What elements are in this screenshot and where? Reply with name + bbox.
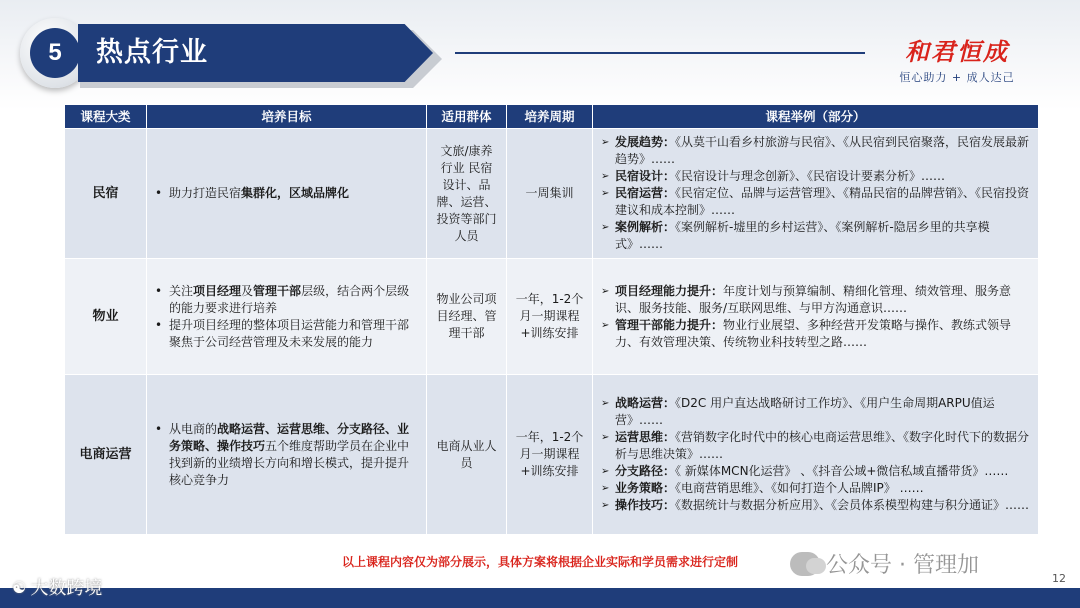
arrow-icon: ➢: [601, 222, 610, 233]
brand-slogan: 恒心助力 + 成人达己: [899, 71, 1015, 84]
example-item: ➢ 民宿设计：《民宿设计与理念创新》、《民宿设计要素分析》……: [601, 169, 946, 183]
watermark-text: 公众号 · 管理加: [826, 553, 979, 578]
section-number: 5: [30, 28, 80, 78]
arrow-icon: ➢: [601, 285, 610, 297]
column-header: 课程大类: [65, 105, 147, 129]
table-row: [65, 375, 1039, 535]
arrow-icon: ➢: [601, 319, 610, 331]
example-item: ➢ 案例解析：《案例解析-墟里的乡村运营》、《案例解析-隐居乡里的共享模式》……: [601, 220, 990, 251]
goal-item: • 助力打造民宿集群化，区域品牌化: [155, 186, 350, 200]
table-row: [65, 129, 1039, 259]
example-item: ➢ 项目经理能力提升：年度计划与预算编制、精细化管理、绩效管理、服务意识、服务技能、服务/互联网思维、与甲方沟通意识……: [601, 283, 1012, 315]
arrow-icon: ➢: [601, 483, 610, 494]
column-header: 培养目标: [147, 105, 427, 129]
example-item: ➢ 民宿运营：《民宿定位、品牌与运营管理》、《精品民宿的品牌营销》、《民宿投资建议和成本控制》……: [601, 186, 1030, 217]
brand-logo: [882, 32, 1032, 85]
example-item: ➢ 分支路径：《 新媒体MCN化运营》 、《抖音公域+微信私域直播带货》……: [601, 464, 1009, 478]
period-cell: 一周集训: [507, 129, 593, 259]
period-cell: 一年，1-2个月一期课程+训练安排: [507, 375, 593, 535]
audience-cell: 文旅/康养行业 民宿设计、品牌、运营、投资等部门人员: [427, 129, 507, 259]
goal-cell: [147, 259, 427, 375]
category-cell: 民宿: [65, 129, 147, 259]
arrow-icon: ➢: [601, 466, 610, 477]
title-divider: [455, 52, 865, 54]
arrow-icon: ➢: [601, 137, 610, 148]
wechat-icon: [790, 552, 820, 576]
example-item: ➢ 运营思维：《营销数字化时代中的核心电商运营思维》、《数字化时代下的数据分析与思维决策》……: [601, 430, 1030, 461]
audience-cell: 电商从业人员: [427, 375, 507, 535]
bottom-logo: [12, 574, 102, 600]
footer-band: [0, 588, 1080, 608]
arrow-icon: ➢: [601, 432, 610, 443]
goal-cell: [147, 129, 427, 259]
examples-cell: [593, 129, 1039, 259]
goal-item: • 提升项目经理的整体项目运营能力和管理干部聚焦于公司经营管理及未来发展的能力: [155, 317, 410, 349]
bullet-icon: •: [155, 186, 163, 200]
course-table: [64, 104, 1039, 535]
bullet-icon: •: [155, 317, 163, 332]
example-item: ➢ 战略运营：《D2C 用户直达战略研讨工作坊》、《用户生命周期ARPU值运营》……: [601, 396, 995, 427]
examples-cell: [593, 259, 1039, 375]
arrow-icon: ➢: [601, 188, 610, 199]
category-cell: 物业: [65, 259, 147, 375]
example-item: ➢ 业务策略：《电商营销思维》、《如何打造个人品牌IP》 ……: [601, 481, 924, 495]
audience-cell: 物业公司项目经理、管理干部: [427, 259, 507, 375]
period-cell: 一年，1-2个月一期课程+训练安排: [507, 259, 593, 375]
watermark: [790, 548, 979, 579]
goal-item: • 从电商的战略运营、运营思维、分支路径、业务策略、操作技巧五个维度帮助学员在企业中找到新的业绩增长方向和增长模式，提升提升核心竞争力: [155, 421, 410, 487]
category-cell: 电商运营: [65, 375, 147, 535]
logo-icon: ☯: [12, 577, 27, 597]
bullet-icon: •: [155, 283, 163, 298]
brand-name: 和君恒成: [905, 37, 1009, 66]
example-item: ➢ 管理干部能力提升：物业行业展望、多种经营开发策略与操作、教练式领导力、有效管理决策、传统物业科技转型之路……: [601, 317, 1012, 349]
column-header: 课程举例（部分）: [593, 105, 1039, 129]
table-row: [65, 259, 1039, 375]
table-header-row: [65, 105, 1039, 129]
arrow-icon: ➢: [601, 398, 610, 409]
page-title: 热点行业: [96, 37, 208, 68]
column-header: 适用群体: [427, 105, 507, 129]
goal-item: • 关注项目经理及管理干部层级，结合两个层级的能力要求进行培养: [155, 283, 410, 315]
bullet-icon: •: [155, 421, 163, 436]
column-header: 培养周期: [507, 105, 593, 129]
arrow-icon: ➢: [601, 500, 610, 511]
bottom-logo-text: 大数跨境: [30, 578, 103, 599]
goal-cell: [147, 375, 427, 535]
example-item: ➢ 操作技巧：《数据统计与数据分析应用》、《会员体系模型构建与积分通证》……: [601, 498, 1030, 512]
arrow-icon: ➢: [601, 171, 610, 182]
example-item: ➢ 发展趋势：《从莫干山看乡村旅游与民宿》、《从民宿到民宿聚落，民宿发展最新趋势》……: [601, 135, 1030, 166]
page-number: 12: [1052, 572, 1066, 585]
footnote: 以上课程内容仅为部分展示，具体方案将根据企业实际和学员需求进行定制: [341, 555, 738, 569]
examples-cell: [593, 375, 1039, 535]
